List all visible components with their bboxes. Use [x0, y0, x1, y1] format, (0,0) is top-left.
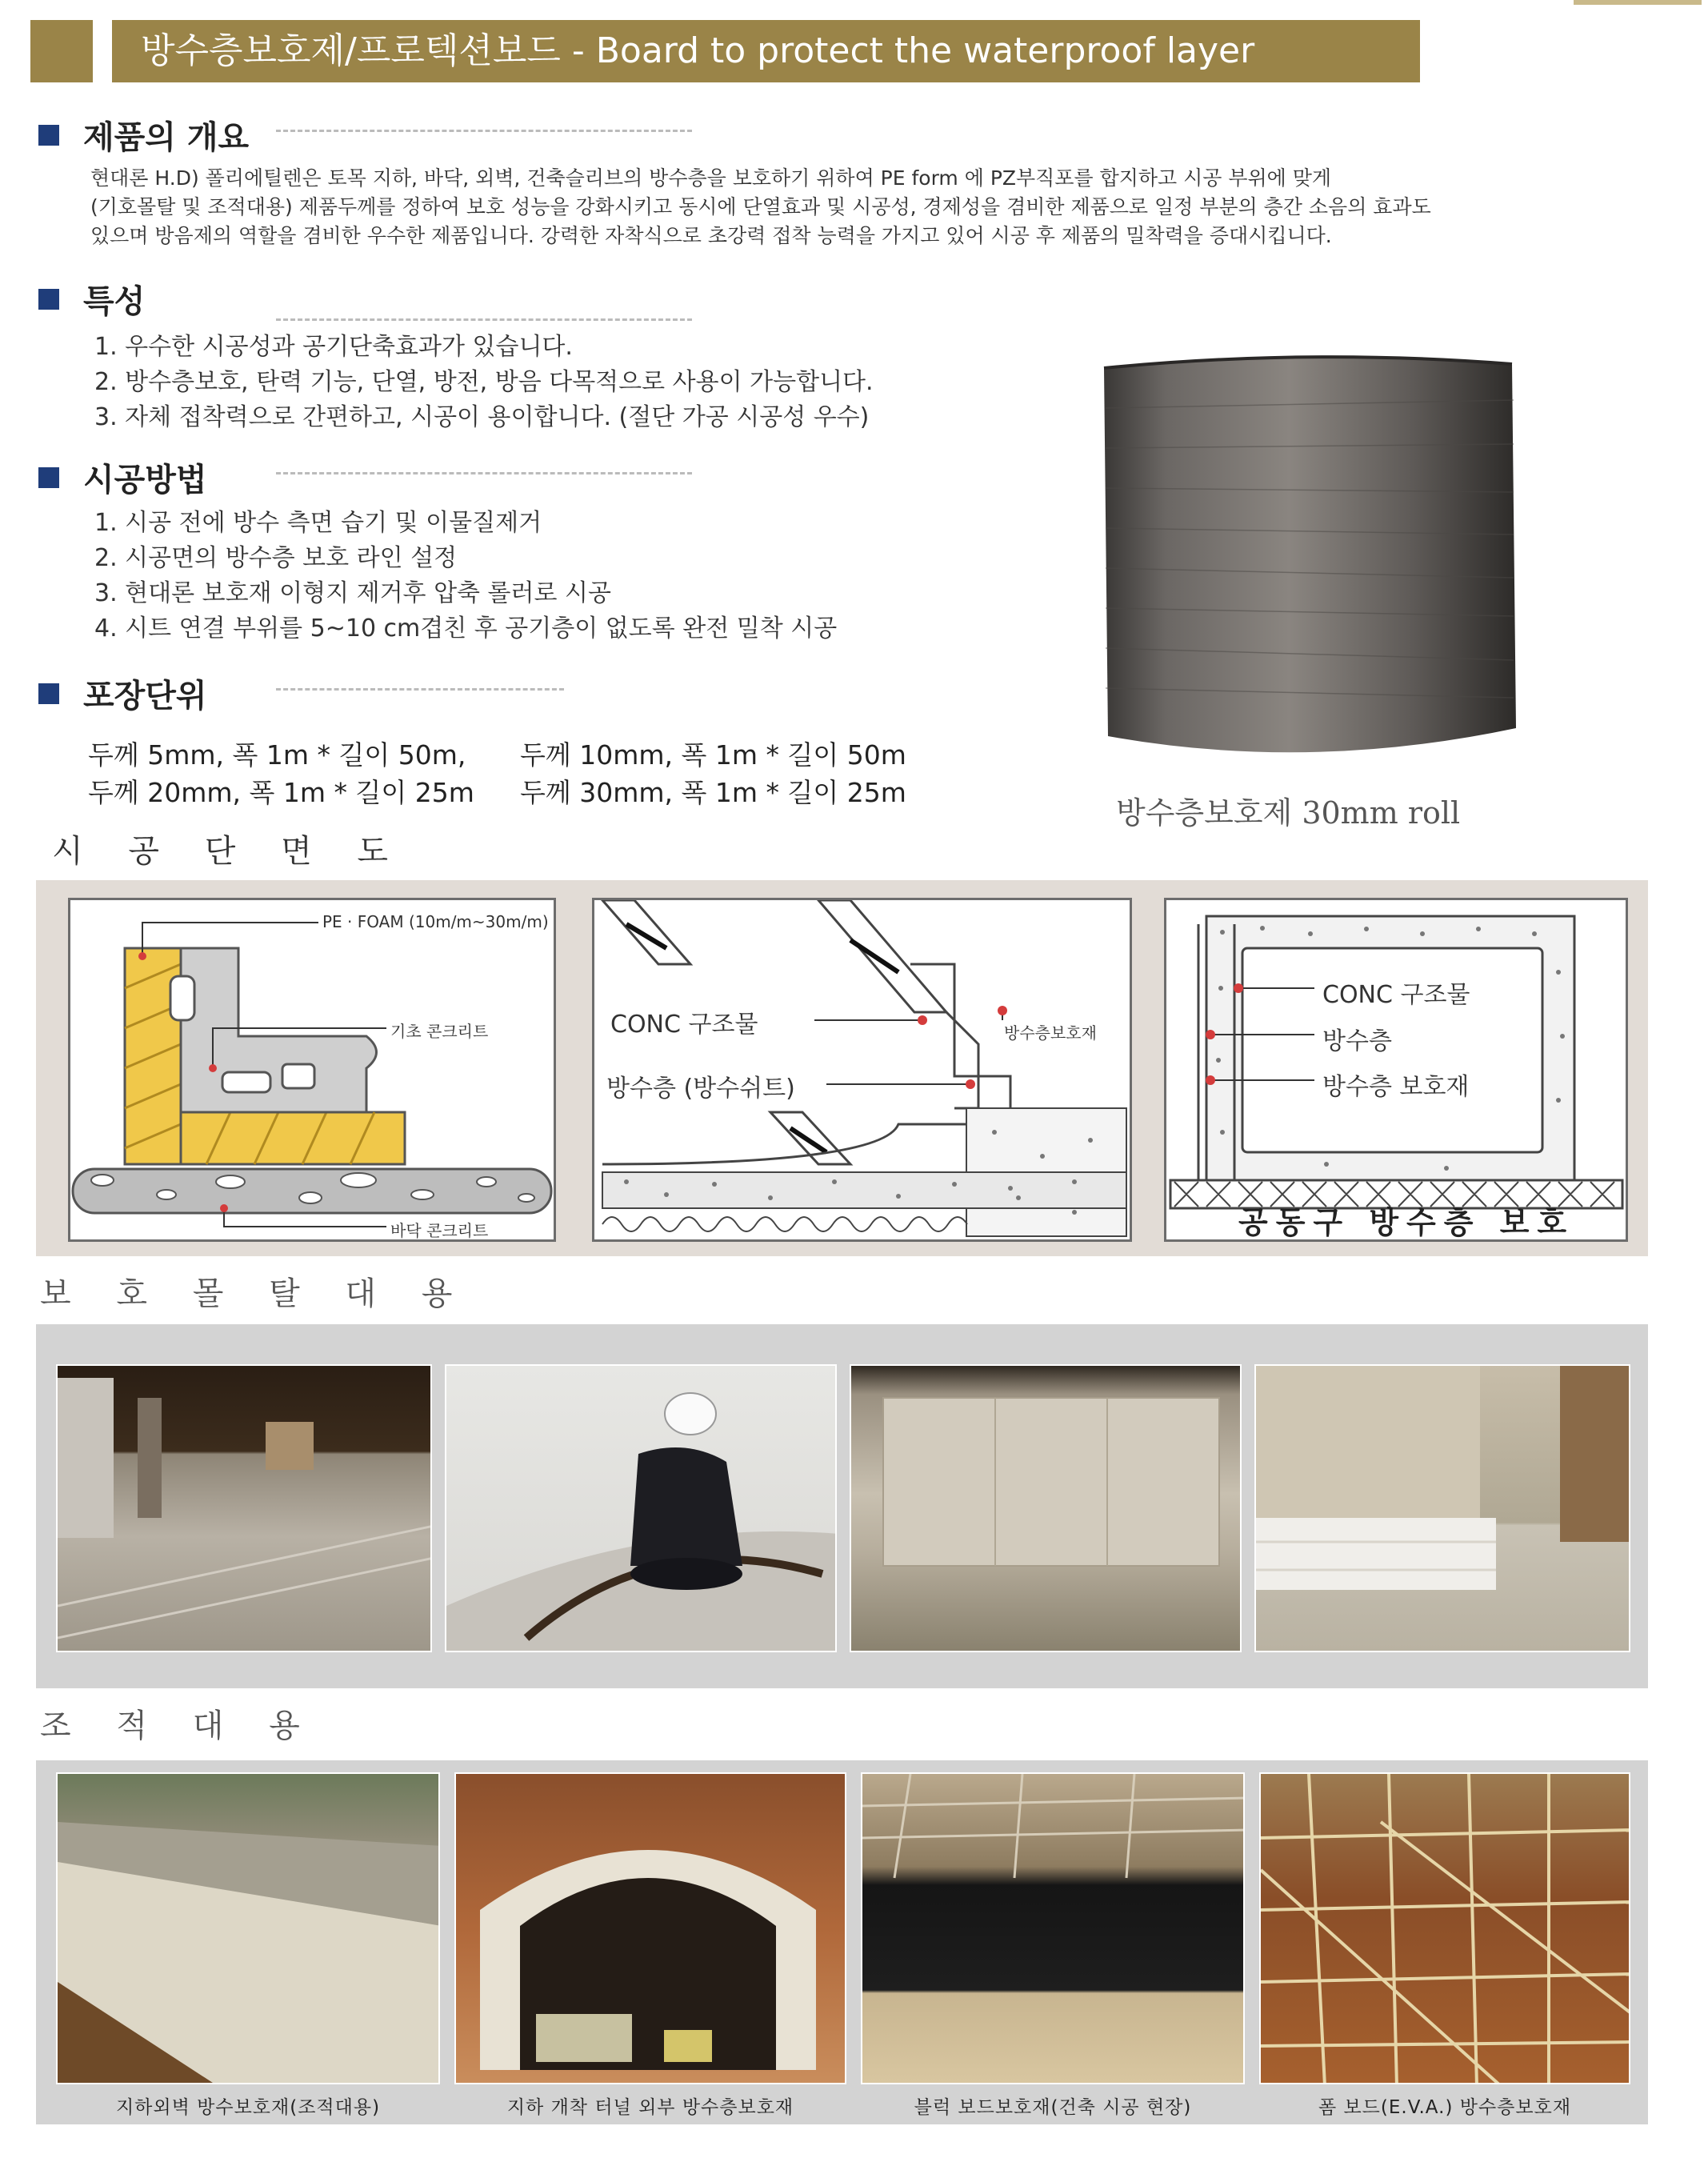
list-item: 3. 현대론 보호재 이형지 제거후 압축 롤러로 시공 — [94, 579, 611, 607]
list-item: 3. 자체 접착력으로 간편하고, 시공이 용이합니다. (절단 가공 시공성 우수) — [94, 403, 870, 431]
label-floor-concrete: 바닥 콘크리트 — [390, 1221, 489, 1240]
photo-block-board-site — [861, 1772, 1245, 2084]
overview-heading-text: 제품의 개요 — [83, 119, 250, 156]
label-protection-material: 방수층보호재 — [1004, 1023, 1097, 1043]
photo-caption: 지하외벽 방수보호재(조적대용) — [115, 2097, 381, 2118]
packaging-heading — [38, 671, 207, 716]
list-item: 2. 방수층보호, 탄력 기능, 단열, 방전, 방음 다목적으로 사용이 가능합니다. — [94, 368, 874, 396]
photo-foam-board — [1259, 1772, 1630, 2084]
packaging-item: 두께 5mm, 폭 1m * 길이 50m, — [88, 739, 466, 771]
photo-column-base — [1254, 1364, 1630, 1652]
divider-dashed — [276, 688, 564, 691]
cross-section-heading: 시 공 단 면 도 — [52, 833, 406, 870]
packaging-item: 두께 20mm, 폭 1m * 길이 25m — [88, 777, 474, 808]
label-protection-material: 방수층 보호재 — [1322, 1073, 1470, 1101]
photo-tunnel-excavation — [454, 1772, 846, 2084]
overview-line: (기호몰탈 및 조적대용) 제품두께를 정하여 보호 성능을 강화시키고 동시에 단열효과 및 시공성, 경제성을 겸비한 제품으로 일정 부분의 층간 소음의 효과도 — [90, 195, 1431, 218]
label-conc-structure: CONC 구조물 — [610, 1011, 758, 1039]
method-heading-text: 시공방법 — [83, 462, 207, 498]
header-square-accent — [30, 20, 93, 82]
square-bullet-icon — [38, 125, 59, 146]
overview-paragraph — [90, 164, 1431, 250]
cross-section-diagram-foundation — [68, 898, 556, 1242]
features-heading-text: 특성 — [83, 283, 146, 320]
overview-line: 현대론 H.D) 폴리에틸렌은 토목 지하, 바닥, 외벽, 건축슬리브의 방수층을 보호하기 위하여 PE form 에 PZ부직포를 합지하고 시공 부위에 맞게 — [90, 166, 1332, 190]
photo-caption: 블럭 보드보호재(건축 시공 현장) — [914, 2097, 1192, 2118]
square-bullet-icon — [38, 289, 59, 310]
method-list — [94, 506, 837, 647]
photo-caption: 폼 보드(E.V.A.) 방수층보호재 — [1318, 2097, 1572, 2118]
divider-dashed — [276, 318, 692, 321]
cross-section-diagram-wall — [592, 898, 1132, 1242]
photo-worker-installing — [445, 1364, 837, 1652]
packaging-item: 두께 10mm, 폭 1m * 길이 50m — [520, 739, 906, 771]
label-base-concrete: 기초 콘크리트 — [390, 1022, 489, 1041]
list-item: 1. 시공 전에 방수 측면 습기 및 이물질제거 — [94, 509, 542, 537]
list-item: 4. 시트 연결 부위를 5~10 cm겹친 후 공기층이 없도록 완전 밀착 시공 — [94, 615, 838, 643]
utility-tunnel-title: 공동구 방수층 보호 — [1238, 1205, 1575, 1240]
packaging-heading-text: 포장단위 — [83, 678, 207, 715]
label-pe-foam: PE · FOAM (10m/m~30m/m) — [322, 912, 549, 931]
overview-heading — [38, 112, 249, 158]
overview-line: 있으며 방음제의 역할을 겸비한 우수한 제품입니다. 강력한 자착식으로 초강력 접착 능력을 가지고 있어 시공 후 제품의 밀착력을 증대시킵니다. — [90, 224, 1332, 247]
product-image-caption: 방수층보호제 30mm roll — [1116, 795, 1461, 831]
cross-section-diagram-utility-tunnel — [1164, 898, 1628, 1242]
divider-dashed — [276, 472, 692, 474]
masonry-section-heading: 조 적 대 용 — [40, 1708, 318, 1744]
photo-caption: 지하 개착 터널 외부 방수층보호재 — [506, 2097, 794, 2118]
photo-protection-wall — [850, 1364, 1242, 1652]
product-roll-image — [1096, 352, 1520, 776]
square-bullet-icon — [38, 683, 59, 704]
top-corner-decoration — [1574, 0, 1702, 5]
page-title: 방수층보호제/프로텍션보드 - Board to protect the waterproof layer — [141, 30, 1255, 71]
packaging-item: 두께 30mm, 폭 1m * 길이 25m — [520, 777, 906, 808]
label-waterproof-sheet: 방수층 (방수쉬트) — [606, 1075, 795, 1103]
list-item: 1. 우수한 시공성과 공기단축효과가 있습니다. — [94, 333, 573, 361]
square-bullet-icon — [38, 467, 59, 488]
photo-parking-floor — [56, 1364, 432, 1652]
features-list — [94, 330, 874, 435]
method-heading — [38, 454, 207, 500]
mortar-section-heading: 보 호 몰 탈 대 용 — [40, 1275, 470, 1312]
label-conc-structure: CONC 구조물 — [1322, 981, 1470, 1009]
header-title-bar — [112, 20, 1420, 82]
list-item: 2. 시공면의 방수층 보호 라인 설정 — [94, 544, 458, 572]
divider-dashed — [276, 130, 692, 132]
label-waterproof-layer: 방수층 — [1322, 1027, 1392, 1055]
photo-underground-wall — [56, 1772, 440, 2084]
features-heading — [38, 276, 145, 322]
